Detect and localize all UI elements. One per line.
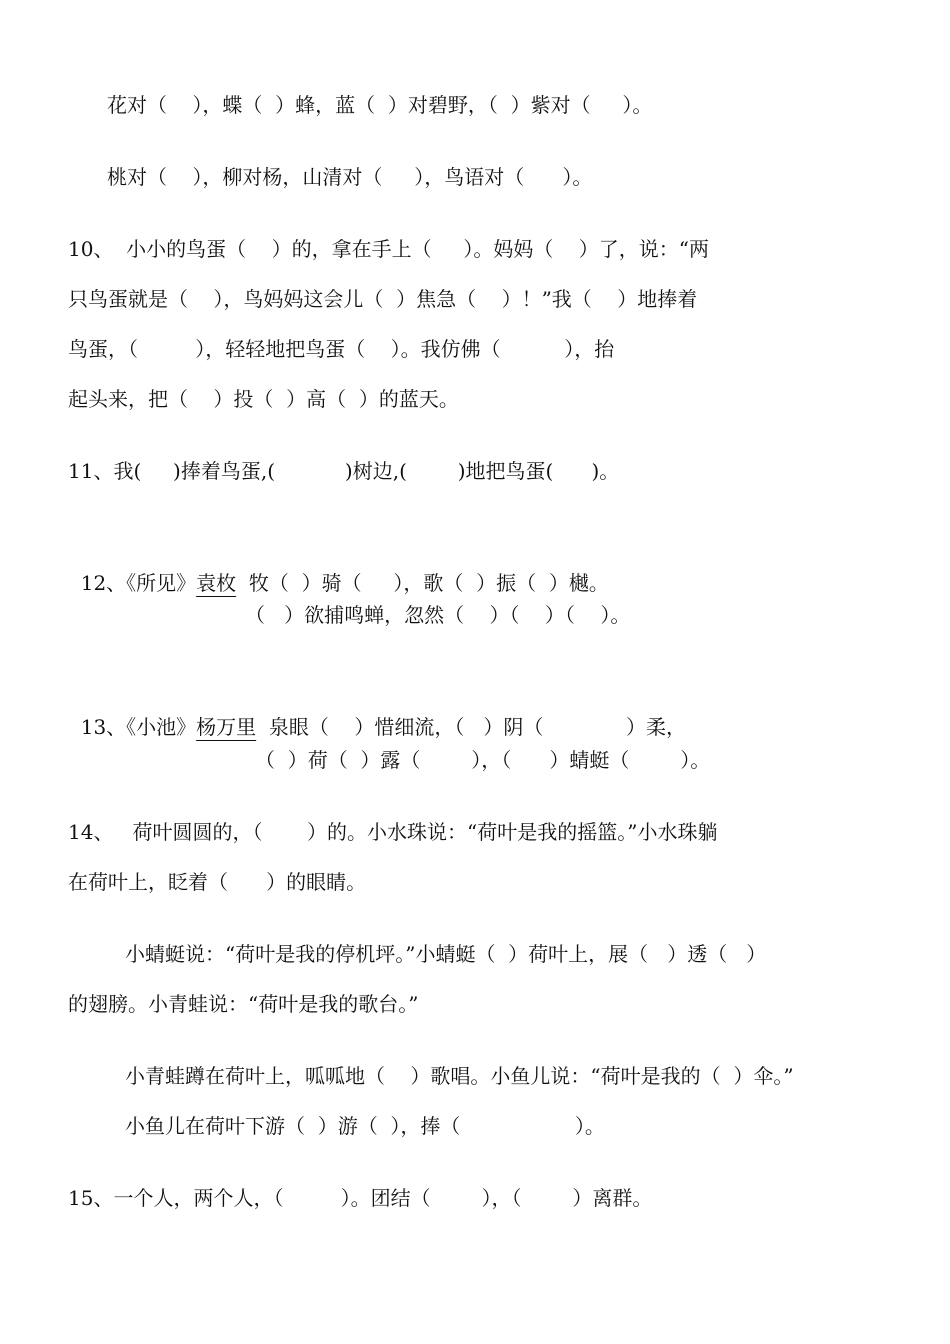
line-8 <box>68 523 609 595</box>
line-7: 11、我( )捧着鸟蛋,( )树边,( )地把鸟蛋( )。 <box>68 459 620 483</box>
line-3: 10、 小小的鸟蛋（ ）的，拿在手上（ ）。妈妈（ ）了，说：“两 <box>68 237 710 261</box>
author-yang-wanli: 杨万里 <box>196 715 257 739</box>
line-14: 小蜻蜓说：“荷叶是我的停机坪。”小蜻蜓（ ）荷叶上，展（ ）透（ ） <box>125 942 767 966</box>
line-8-prefix: 12、《所见》 <box>80 571 197 595</box>
line-17: 小鱼儿在荷叶下游（ ）游（ ），捧（ ）。 <box>125 1114 605 1138</box>
line-12: 14、 荷叶圆圆的，（ ）的。小水珠说：“荷叶是我的摇篮。”小水珠躺 <box>68 820 718 844</box>
author-yuan-mei: 袁枚 <box>196 571 237 595</box>
line-13: 在荷叶上，眨着（ ）的眼睛。 <box>68 870 367 894</box>
line-16: 小青蛙蹲在荷叶上，呱呱地（ ）歌唱。小鱼儿说：“荷叶是我的（ ）伞。” <box>125 1064 794 1088</box>
line-6: 起头来，把（ ）投（ ）高（ ）的蓝天。 <box>68 387 459 411</box>
line-8-rest: 牧（ ）骑（ ），歌（ ）振（ ）樾。 <box>236 571 609 595</box>
line-1: 花对（ ），蝶（ ）蜂，蓝（ ）对碧野，（ ）紫对（ ）。 <box>107 93 653 117</box>
line-2: 桃对（ ），柳对杨，山清对（ ），鸟语对（ ）。 <box>107 165 593 189</box>
line-15: 的翅膀。小青蛙说：“荷叶是我的歌台。” <box>68 992 419 1016</box>
line-10 <box>68 667 687 739</box>
line-9: （ ）欲捕鸣蝉，忽然（ ）（ ）（ ）。 <box>245 603 631 627</box>
line-4: 只鸟蛋就是（ ），鸟妈妈这会儿（ ）焦急（ ）！”我（ ）地捧着 <box>68 287 698 311</box>
line-11: （ ）荷（ ）露（ ），（ ）蜻蜓（ ）。 <box>255 748 711 772</box>
line-10-prefix: 13、《小池》 <box>80 715 197 739</box>
line-10-rest: 泉眼（ ）惜细流，（ ）阴（ ）柔， <box>256 715 687 739</box>
line-5: 鸟蛋，（ ），轻轻地把鸟蛋（ ）。我仿佛（ ），抬 <box>68 337 615 361</box>
line-18: 15、一个人，两个人，（ ）。团结（ ），（ ）离群。 <box>68 1186 653 1210</box>
